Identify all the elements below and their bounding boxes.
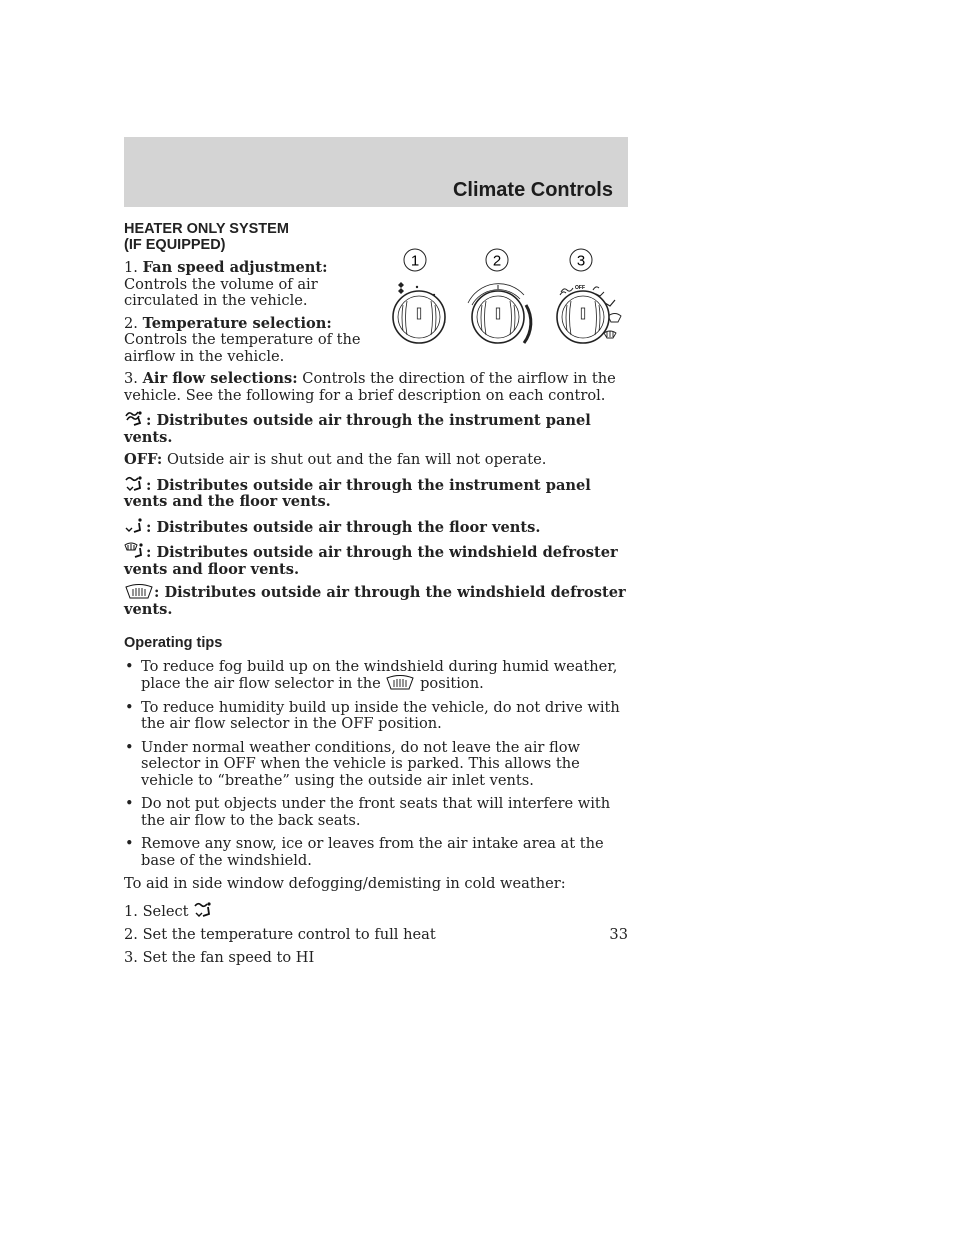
defog-step-1 [124, 901, 628, 921]
dials-svg [390, 245, 630, 365]
fan-speed-dial [393, 282, 445, 343]
mode-label: OFF: [124, 451, 163, 468]
callout-3 [570, 249, 592, 271]
callout-1 [404, 249, 426, 271]
mode-text: : Distributes outside air through the instrument panel vents. [124, 412, 591, 446]
list-item [124, 659, 628, 693]
callout-3-label: 3 [576, 252, 586, 270]
mode-panel [124, 410, 628, 446]
off-mark-label: OFF [575, 285, 585, 291]
defog-step-2: 2. Set the temperature control to full heat [124, 926, 436, 943]
mode-defrost-floor [124, 542, 628, 578]
defog-intro: To aid in side window defogging/demisting in cold weather: [124, 875, 566, 892]
fan-icon [398, 282, 404, 294]
callout-2-label: 2 [492, 252, 502, 270]
item-number: 2. [124, 314, 138, 332]
floor-vent-icon [124, 517, 146, 535]
air-flow-dial [557, 285, 621, 343]
defrost-mark-icon [604, 331, 616, 338]
mode-text: : Distributes outside air through the instrument panel vents and the floor vents. [124, 476, 591, 510]
page-title: Climate Controls [452, 179, 613, 201]
tip-text: position. [420, 675, 484, 692]
mode-floor [124, 517, 628, 537]
mode-text: : Distributes outside air through the windshield defroster vents. [124, 584, 626, 618]
defrost-floor-mark-icon [608, 314, 621, 323]
panel-vent-icon [124, 410, 146, 428]
list-item: • Remove any snow, ice or leaves from the air intake area at the base of the windshield. [124, 836, 628, 869]
operating-tips-list [124, 659, 628, 870]
item-number: 1. [124, 259, 138, 276]
panel-floor-vent-icon [124, 475, 146, 493]
control-dials-diagram [390, 245, 630, 365]
defog-step-3: 3. Set the fan speed to HI [124, 948, 315, 966]
item-text: Controls the temperature of the airflow in the vehicle. [124, 331, 361, 365]
mode-text: Outside air is shut out and the fan will not operate. [166, 451, 547, 468]
item-number: 3. [124, 370, 138, 387]
tip-text: To reduce fog build up on the windshield during humid weather, place the air flow selector in the [141, 657, 618, 692]
item-label: Air flow selections: [142, 370, 298, 387]
mode-text: : Distributes outside air through the windshield defroster vents and floor vents. [124, 544, 618, 578]
item-label: Fan speed adjustment: [142, 259, 328, 276]
callout-1-label: 1 [410, 252, 420, 270]
page-content [124, 221, 628, 972]
item-text: Controls the direction of the airflow in the vehicle. See the following for a brief description on each control. [124, 370, 616, 404]
section-heading-line1: HEATER ONLY SYSTEM [124, 221, 289, 237]
list-item: • Under normal weather conditions, do not leave the air flow selector in OFF when the vehicle is parked. This allows the vehicle to “breathe” using the outside air inlet vents. [124, 740, 628, 790]
mode-panel-floor [124, 475, 628, 511]
defrost-floor-vent-icon [124, 542, 146, 560]
intro-row [124, 221, 628, 365]
item-label: Temperature selection: [142, 314, 332, 332]
mode-defrost [124, 584, 628, 618]
mode-off [124, 452, 628, 469]
mode-text: : Distributes outside air through the floor vents. [146, 518, 541, 536]
item-fan-speed [124, 260, 386, 310]
header-band [124, 137, 628, 207]
intro-text [124, 221, 386, 365]
item-temperature [124, 316, 386, 366]
item-air-flow [124, 371, 628, 404]
operating-tips-heading: Operating tips [124, 635, 223, 651]
page-number: 33 [609, 926, 628, 943]
temperature-dial [468, 284, 531, 343]
step-text: 1. Select [124, 902, 189, 920]
callout-2 [486, 249, 508, 271]
section-heading-line2: (IF EQUIPPED) [124, 237, 226, 253]
section-heading [124, 221, 386, 253]
list-item: • To reduce humidity build up inside the vehicle, do not drive with the air flow selector in the OFF position. [124, 700, 628, 733]
item-text: Controls the volume of air circulated in the vehicle. [124, 275, 318, 309]
defrost-icon [385, 675, 415, 691]
list-item: • Do not put objects under the front seats that will interfere with the air flow to the back seats. [124, 796, 628, 829]
defrost-icon [124, 584, 154, 600]
panel-floor-vent-icon [193, 901, 215, 919]
